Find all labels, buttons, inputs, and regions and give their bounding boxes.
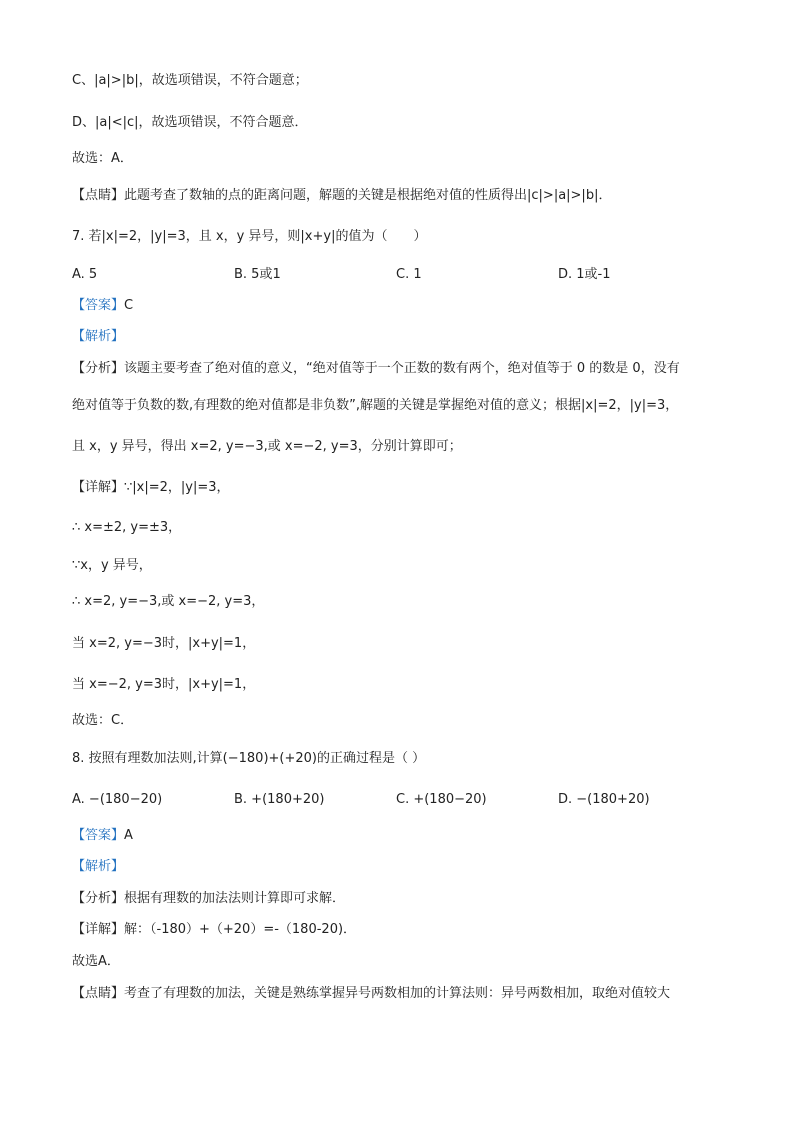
detail-line: 当 x=−2, y=3时，|x+y|=1， (72, 677, 256, 692)
answer-line (72, 827, 133, 845)
detail-line: ∵x，y 异号， (72, 558, 152, 573)
q7-option-a: A. 5 (72, 267, 98, 282)
detail-line: ∴ x=2, y=−3,或 x=−2, y=3， (72, 594, 265, 609)
analysis-text: 该题主要考查了绝对值的意义，“绝对值等于一个正数的数有两个，绝对值等于 0 的数是 0，没有 (124, 361, 680, 376)
analysis-tag: 【解析】 (72, 329, 125, 344)
comment-tag: 【点睛】 (72, 986, 125, 1001)
text-line: D、|a|<|c|，故选项错误，不符合题意． (72, 115, 308, 130)
q8-option-c: C. +(180−20) (396, 792, 487, 807)
detail-line: 当 x=2, y=−3时，|x+y|=1， (72, 636, 256, 651)
q8-option-a: A. −(180−20) (72, 792, 163, 807)
analysis-line: 【分析】根据有理数的加法法则计算即可求解． (72, 891, 346, 906)
detail-line: ∴ x=±2, y=±3， (72, 520, 182, 535)
q8-option-b: B. +(180+20) (234, 792, 325, 807)
analysis-label: 【分析】 (72, 361, 125, 376)
q7-option-c: C. 1 (396, 267, 422, 282)
answer-tag: 【答案】 (72, 828, 125, 843)
q7-option-d: D. 1或-1 (558, 267, 611, 282)
comment-line (72, 985, 670, 1003)
answer-value: C (124, 298, 134, 313)
answer-value: A (124, 828, 133, 843)
comment-body: 此题考查了数轴的点的距离问题，解题的关键是根据绝对值的性质得出|c|>|a|>|b|． (124, 188, 612, 203)
conclusion-line: 故选A． (72, 954, 120, 969)
text-line: C、|a|>|b|，故选项错误，不符合题意； (72, 73, 308, 88)
q8-option-d: D. −(180+20) (558, 792, 650, 807)
text-line: 故选：A． (72, 151, 133, 166)
detail-line: 【详解】解：（-180）+（+20）=-（180-20)． (72, 922, 357, 937)
question-7: 7. 若|x|=2，|y|=3，且 x，y 异号，则|x+y|的值为（ ） (72, 229, 427, 244)
analysis-line (72, 360, 680, 378)
comment-body: 考查了有理数的加法，关键是熟练掌握异号两数相加的计算法则：异号两数相加，取绝对值较大 (124, 986, 671, 1001)
detail-line: 故选：C． (72, 713, 134, 728)
answer-line (72, 297, 133, 315)
q7-option-b: B. 5或1 (234, 267, 281, 282)
analysis-tag: 【解析】 (72, 859, 125, 874)
answer-tag: 【答案】 (72, 298, 125, 313)
question-8: 8. 按照有理数加法则,计算(−180)+(+20)的正确过程是（ ） (72, 751, 426, 766)
detail-line: 【详解】∵|x|=2，|y|=3， (72, 480, 230, 495)
analysis-line: 绝对值等于负数的数,有理数的绝对值都是非负数”,解题的关键是掌握绝对值的意义；根据|x|=2，|y|=3， (72, 398, 679, 413)
comment-tag: 【点睛】 (72, 188, 125, 203)
analysis-line: 且 x，y 异号，得出 x=2, y=−3,或 x=−2, y=3，分别计算即可； (72, 439, 462, 454)
comment-line (72, 187, 611, 205)
